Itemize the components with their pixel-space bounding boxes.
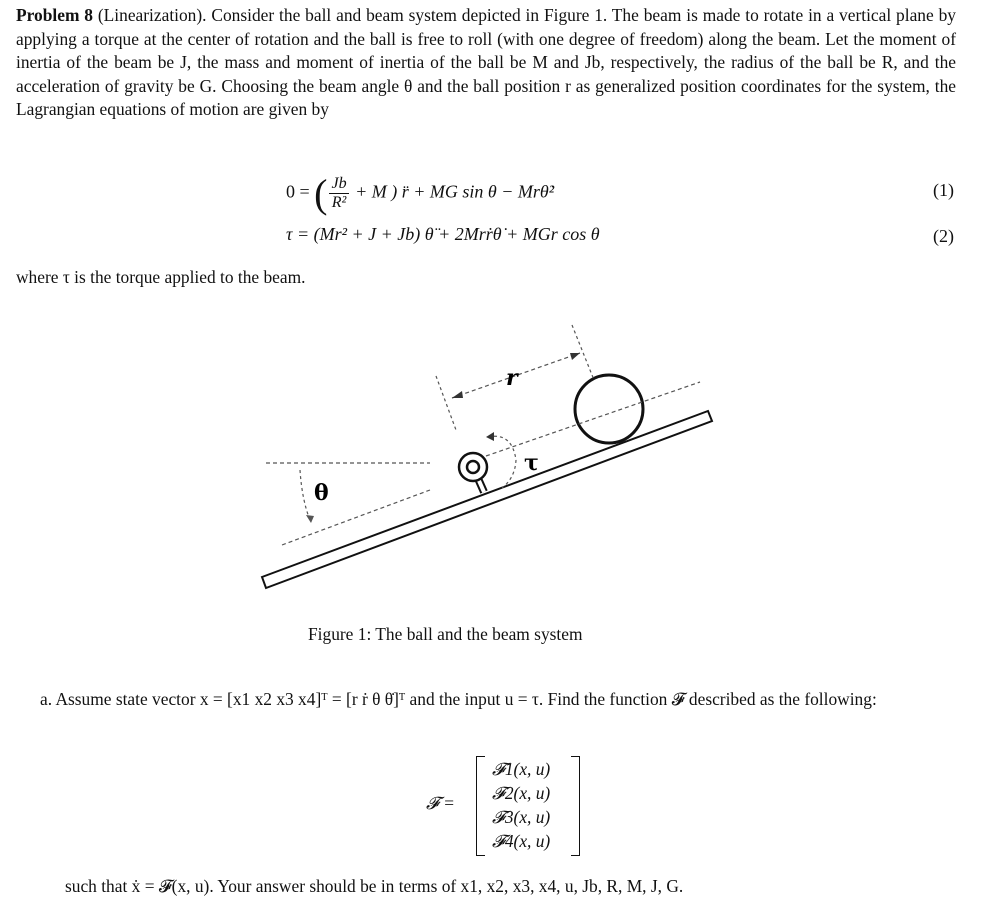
beam (262, 411, 712, 588)
problem-body: Consider the ball and beam system depicted in Figure 1. The beam is made to rotate in a vertical plane by applying a torque at the center of rotation and the ball is free to roll (with one degree of freedom) along the beam. Let the moment of inertia of the beam be J, the mass and moment of inertia of the ball be M and Jb, respectively, the radius of the ball be R, and the acceleration of gravity be G. Choosing the beam angle θ and the ball position r as generalized position coordinates for the system, the Lagrangian equations of motion are given by (16, 5, 956, 120)
r-arrow-right (570, 353, 580, 360)
eq1-fraction (329, 175, 348, 212)
eq1-rest: + M ) r̈ + MG sin θ − Mrθ̇² (355, 181, 555, 202)
eq1-lhs: 0 = (286, 181, 310, 202)
eq1-number: (1) (933, 180, 954, 200)
r-arrow-left (452, 391, 463, 398)
eq1-frac-num: Jb (331, 175, 347, 192)
problem-heading: Problem 8 (16, 5, 93, 25)
r-extension-left (436, 376, 456, 430)
matrix-rows (492, 757, 550, 853)
matrix-row: 𝓕2(x, u) (492, 783, 551, 803)
theta-label: θ (314, 480, 329, 506)
matrix-left-bracket (476, 756, 485, 856)
beam-parallel-reference (282, 490, 430, 545)
matrix-right-bracket (571, 756, 580, 856)
pivot-inner (467, 461, 479, 473)
matrix-row: 𝓕4(x, u) (492, 831, 551, 851)
theta-arrowhead (306, 515, 314, 523)
part-a-text: a. Assume state vector x = [x1 x2 x3 x4]ᵀ = [r ṙ θ θ̇]ᵀ and the input u = τ. Find the function 𝓕 described as the following: (40, 689, 877, 709)
eq1-frac-den: R² (331, 194, 347, 211)
r-extension-right (572, 325, 594, 380)
r-label: r (506, 365, 518, 391)
equation-1 (286, 170, 554, 217)
problem-subtitle: (Linearization). (97, 5, 207, 25)
eq2-number: (2) (933, 226, 954, 246)
where-text: where τ is the torque applied to the beam. (16, 267, 306, 287)
tau-arc (488, 436, 516, 488)
theta-arc (300, 470, 310, 520)
tau-label: τ (524, 450, 539, 476)
tau-arrowhead (486, 432, 494, 441)
ball-beam-figure (0, 300, 992, 620)
equation-2: τ = (Mr² + J + Jb) θ̈ + 2Mrṙθ̇ + MGr cos θ (286, 224, 600, 244)
such-that-text: such that ẋ = 𝓕(x, u). Your answer should be in terms of x1, x2, x3, x4, u, Jb, R, M, J, G. (65, 876, 684, 896)
matrix-row: 𝓕1(x, u) (492, 759, 551, 779)
figure-caption: Figure 1: The ball and the beam system (308, 624, 583, 644)
eq1-open-paren: ( (314, 171, 328, 216)
problem-statement (16, 4, 956, 122)
matrix-row: 𝓕3(x, u) (492, 807, 551, 827)
ball (575, 375, 643, 443)
matrix-label: 𝓕 = (426, 793, 455, 813)
